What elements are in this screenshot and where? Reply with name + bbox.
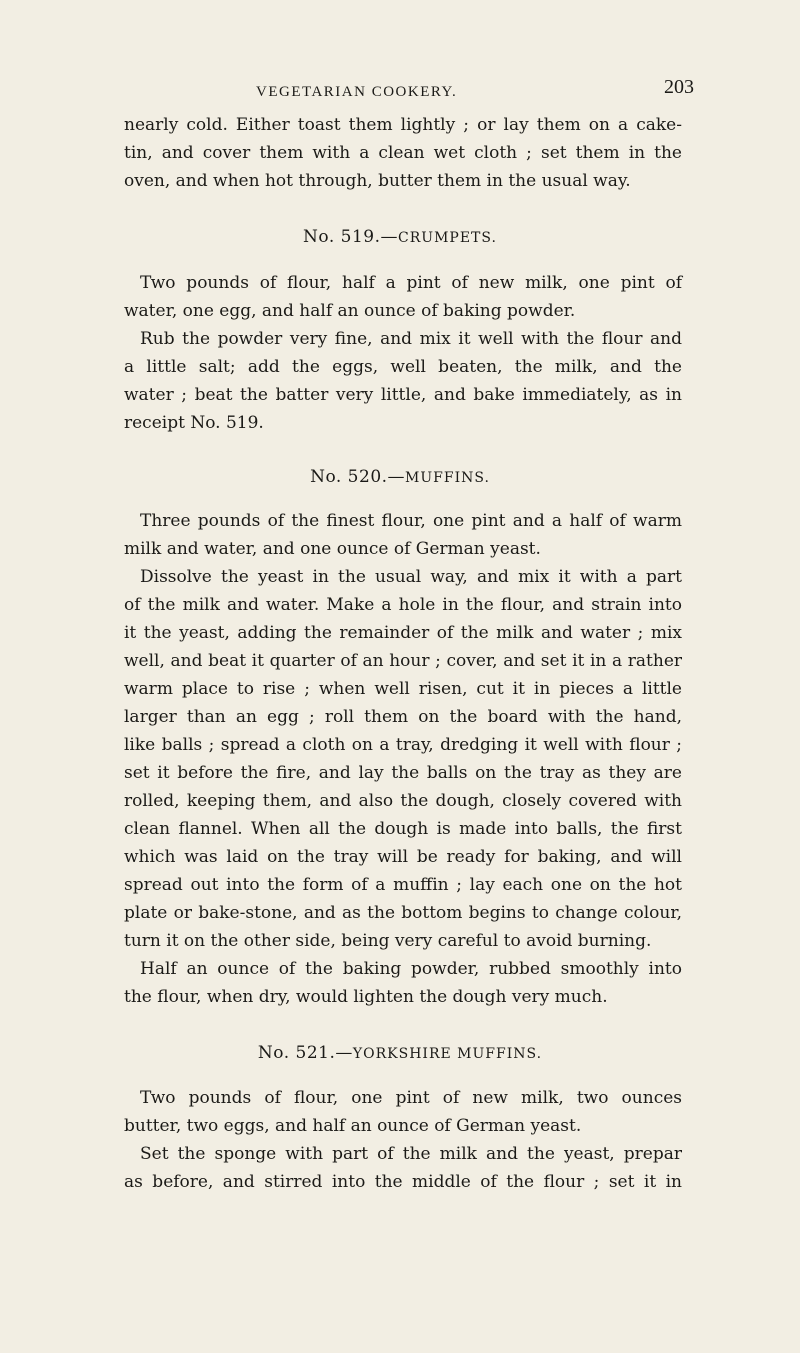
page-number: 203: [664, 76, 694, 98]
recipe-521-heading: [0, 1043, 800, 1063]
text-line: well, and beat it quarter of an hour ; cover, and set it in a rather: [124, 651, 682, 671]
text-line: larger than an egg ; roll them on the board with the hand,: [124, 707, 682, 727]
text-line: it the yeast, adding the remainder of the milk and water ; mix: [124, 623, 682, 643]
text-line: water ; beat the batter very little, and bake immediately, as in: [124, 385, 682, 405]
recipe-519-ingredients: [124, 269, 682, 325]
recipe-number: No. 519.—: [303, 227, 399, 247]
recipe-520-note: [124, 955, 682, 1011]
recipe-521-method: [124, 1140, 682, 1196]
text-line: oven, and when hot through, butter them in the usual way.: [124, 171, 631, 191]
text-line: a little salt; add the eggs, well beaten, the milk, and the: [124, 357, 682, 377]
text-line: Two pounds of flour, half a pint of new milk, one pint of: [140, 273, 682, 293]
recipe-number: No. 520.—: [310, 467, 406, 487]
running-title: VEGETARIAN COOKERY.: [256, 84, 458, 100]
recipe-520-ingredients: [124, 507, 682, 563]
text-line: plate or bake-stone, and as the bottom begins to change colour,: [124, 903, 682, 923]
text-line: like balls ; spread a cloth on a tray, dredging it well with flour ;: [124, 735, 682, 755]
recipe-519-method: [124, 325, 682, 437]
text-line: water, one egg, and half an ounce of baking powder.: [124, 301, 576, 321]
text-line: which was laid on the tray will be ready for baking, and will: [124, 847, 682, 867]
text-line: tin, and cover them with a clean wet cloth ; set them in the: [124, 143, 682, 163]
text-line: set it before the fire, and lay the balls on the tray as they are: [124, 763, 682, 783]
text-line: warm place to rise ; when well risen, cut it in pieces a little: [124, 679, 682, 699]
text-line: Set the sponge with part of the milk and the yeast, prepar: [140, 1144, 682, 1164]
recipe-521-ingredients: [124, 1084, 682, 1140]
text-line: the flour, when dry, would lighten the dough very much.: [124, 987, 608, 1007]
text-line: clean flannel. When all the dough is made into balls, the first: [124, 819, 682, 839]
text-line: spread out into the form of a muffin ; lay each one on the hot: [124, 875, 682, 895]
text-line: as before, and stirred into the middle of the flour ; set it in: [124, 1172, 682, 1192]
recipe-520-method: [124, 563, 682, 955]
text-line: of the milk and water. Make a hole in the flour, and strain into: [124, 595, 682, 615]
text-line: turn it on the other side, being very careful to avoid burning.: [124, 931, 652, 951]
recipe-number: No. 521.—: [257, 1043, 353, 1063]
text-line: Half an ounce of the baking powder, rubbed smoothly into: [140, 959, 682, 979]
intro-paragraph: [124, 111, 682, 195]
text-line: milk and water, and one ounce of German yeast.: [124, 539, 541, 559]
text-line: rolled, keeping them, and also the dough, closely covered with: [124, 791, 682, 811]
text-line: Rub the powder very fine, and mix it well with the flour and: [140, 329, 682, 349]
recipe-title: CRUMPETS.: [398, 230, 497, 246]
text-line: butter, two eggs, and half an ounce of German yeast.: [124, 1116, 582, 1136]
text-line: receipt No. 519.: [124, 413, 264, 433]
text-line: Dissolve the yeast in the usual way, and mix it with a part: [140, 567, 682, 587]
recipe-520-heading: [0, 467, 800, 487]
recipe-title: MUFFINS.: [405, 470, 490, 486]
recipe-title: YORKSHIRE MUFFINS.: [352, 1046, 543, 1062]
recipe-519-heading: [0, 227, 800, 247]
text-line: nearly cold. Either toast them lightly ; or lay them on a cake-: [124, 115, 682, 135]
text-line: Three pounds of the finest flour, one pint and a half of warm: [140, 511, 682, 531]
text-line: Two pounds of flour, one pint of new milk, two ounces: [140, 1088, 682, 1108]
